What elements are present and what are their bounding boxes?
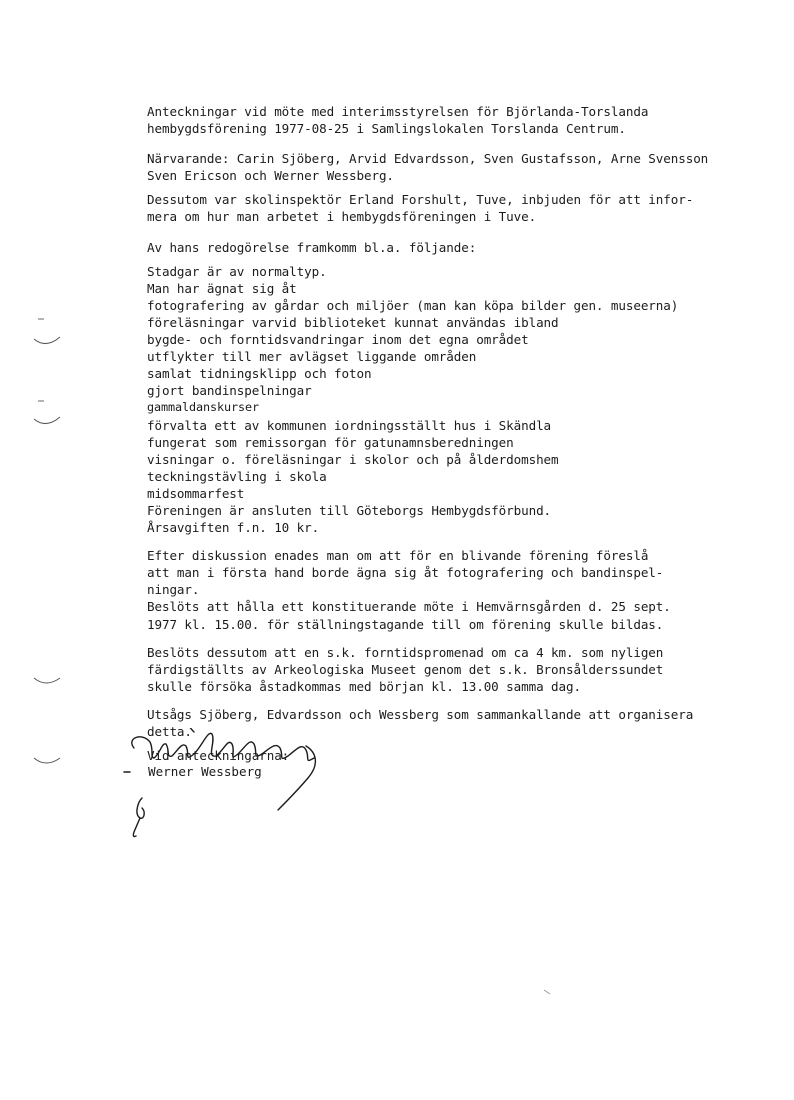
attendees-line: Närvarande: Carin Sjöberg, Arvid Edvardsson, Sven Gustafsson, Arne Svensson	[147, 151, 709, 167]
margin-mark-3	[30, 672, 64, 692]
report-line: midsommarfest	[147, 485, 245, 501]
decision-line: Beslöts att hålla ett konstituerande möte i Hemvärnsgården d. 25 sept.	[147, 599, 671, 615]
guest-line: mera om hur man arbetet i hembygdsföreningen i Tuve.	[147, 209, 537, 225]
intro-line: Av hans redogörelse framkomm bl.a. följande:	[147, 239, 477, 255]
title-line: Anteckningar vid möte med interimsstyrelsen för Björlanda-Torslanda	[147, 104, 649, 119]
report-line: samlat tidningsklipp och foton	[147, 366, 372, 382]
margin-mark-1	[30, 315, 64, 355]
margin-mark-5	[540, 988, 560, 998]
report-line: visningar o. föreläsningar i skolor och på ålderdomshem	[147, 451, 559, 467]
report-line: utflykter till mer avlägset liggande områden	[147, 349, 477, 365]
signature-block	[120, 728, 340, 838]
report-line: bygde- och forntidsvandringar inom det egna området	[147, 332, 529, 348]
discussion-line: att man i första hand borde ägna sig åt fotografering och bandinspel-	[147, 565, 664, 581]
discussion-line: Efter diskussion enades man om att för en blivande förening föreslå	[147, 548, 649, 564]
report-line: teckningstävling i skola	[147, 468, 327, 484]
report-line: fungerat som remissorgan för gatunamnsberedningen	[147, 434, 514, 450]
decision-line: Beslöts dessutom att en s.k. forntidspromenad om ca 4 km. som nyligen	[147, 644, 664, 660]
organizer-line: detta.	[147, 724, 192, 739]
report-line: Stadgar är av normaltyp.	[147, 263, 327, 279]
organizer-line: Utsågs Sjöberg, Edvardsson och Wessberg som sammankallande att organisera	[147, 706, 694, 722]
report-line: gjort bandinspelningar	[147, 383, 312, 399]
report-line: föreläsningar varvid biblioteket kunnat användas ibland	[147, 314, 559, 330]
decision-line: 1977 kl. 15.00. för ställningstagande till om förening skulle bildas.	[147, 616, 664, 632]
margin-mark-2	[30, 395, 64, 435]
margin-mark-4	[30, 752, 64, 772]
report-line: fotografering av gårdar och miljöer (man kan köpa bilder gen. museerna)	[147, 297, 679, 313]
report-line: Föreningen är ansluten till Göteborgs Hembygdsförbund.	[147, 502, 552, 518]
report-line: Årsavgiften f.n. 10 kr.	[147, 520, 320, 536]
guest-line: Dessutom var skolinspektör Erland Forshult, Tuve, inbjuden för att infor-	[147, 192, 694, 208]
decision-line: färdigställts av Arkeologiska Museet genom det s.k. Bronsålderssundet	[147, 661, 664, 677]
handwritten-signature-icon	[120, 728, 340, 838]
report-line: förvalta ett av kommunen iordningsställt hus i Skändla	[147, 417, 552, 433]
report-line: Man har ägnat sig åt	[147, 280, 297, 296]
decision-line: skulle försöka åstadkommas med början kl. 13.00 samma dag.	[147, 678, 581, 694]
title-line: hembygdsförening 1977-08-25 i Samlingslokalen Torslanda Centrum.	[147, 121, 626, 137]
attendees-line: Sven Ericson och Werner Wessberg.	[147, 168, 394, 184]
signature-name: Werner Wessberg	[148, 764, 262, 779]
signature-caption: Vid anteckningarna:	[147, 748, 290, 764]
report-line: gammaldanskurser	[147, 400, 260, 415]
discussion-line: ningar.	[147, 582, 200, 598]
document-body	[147, 103, 767, 764]
